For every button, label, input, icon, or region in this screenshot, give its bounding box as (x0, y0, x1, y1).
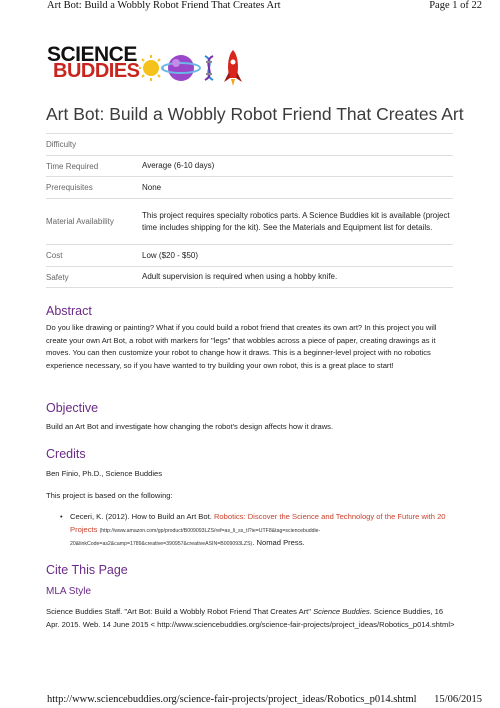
science-buddies-logo (47, 42, 247, 90)
info-row-cost (46, 245, 453, 267)
credits-based-on: This project is based on the following: (46, 491, 173, 500)
objective-heading: Objective (46, 401, 99, 415)
info-value: This project requires specialty robotics parts. A Science Buddies kit is available (project time includes shipping for the kit). See the Materials and Equipment list for details. (142, 199, 453, 245)
citation-text (70, 511, 455, 551)
info-value: Average (6-10 days) (142, 156, 453, 177)
project-info-table (46, 133, 453, 288)
sun-icon (139, 55, 164, 81)
page-title: Art Bot: Build a Wobbly Robot Friend That Creates Art (46, 104, 464, 124)
info-key: Material Availability (46, 199, 142, 245)
logo-line1: SCIENCE (47, 43, 137, 66)
info-key: Prerequisites (46, 177, 142, 199)
info-key: Cost (46, 245, 142, 267)
cite-heading: Cite This Page (46, 563, 128, 577)
info-row-prerequisites (46, 177, 453, 199)
citation-pre: Ceceri, K. (2012). How to Build an Art Bot. (70, 512, 214, 521)
info-value (142, 134, 453, 156)
info-row-materials (46, 199, 453, 245)
info-row-difficulty (46, 134, 453, 156)
dna-icon (205, 56, 213, 80)
info-key: Difficulty (46, 134, 142, 156)
logo-icons (139, 42, 247, 90)
mla-post: . Science Buddies, 16 Apr. 2015. Web. 14 June 2015 < http://www.sciencebuddies.org/science-fair-projects/project_ideas/Robotics_p014.shtml> (46, 607, 455, 629)
objective-text: Build an Art Bot and investigate how changing the robot's design affects how it draws. (46, 422, 334, 431)
page-number: Page 1 of 22 (429, 0, 482, 11)
citation-list-item (60, 511, 455, 551)
header-title: Art Bot: Build a Wobbly Robot Friend That Creates Art (47, 0, 281, 11)
rocket-icon (224, 50, 242, 86)
page-header (0, 0, 500, 14)
info-key: Safety (46, 267, 142, 288)
bullet-marker: • (60, 512, 63, 521)
abstract-heading: Abstract (46, 304, 92, 318)
footer-url: http://www.sciencebuddies.org/science-fair-projects/project_ideas/Robotics_p014.shtml (47, 694, 417, 705)
mla-italic: Science Buddies (313, 607, 370, 616)
citation-post: . Nomad Press. (252, 538, 305, 548)
info-value: Adult supervision is required when using a hobby knife. (142, 267, 453, 288)
credits-heading: Credits (46, 447, 86, 461)
info-row-time (46, 156, 453, 177)
logo-text (47, 43, 140, 82)
info-value: None (142, 177, 453, 199)
abstract-text: Do you like drawing or painting? What if you could build a robot friend that creates its own art? In this project you will create your own Art Bot, a robot with markers for "legs" that wobbles across a piece of paper, creating drawings as it moves. You can then customize your robot to change how it draws. This is a beginner-level project with no robotics experience necessary, so if you have wanted to try building your own robot, this is a great place to start! (46, 323, 437, 370)
planet-icon (162, 55, 200, 81)
book-title-link[interactable]: Robotics: Discover the Science and Technology of the Future with 20 Projects (70, 512, 446, 534)
logo-line2: BUDDIES (53, 60, 140, 82)
mla-pre: Science Buddies Staff. "Art Bot: Build a Wobbly Robot Friend That Creates Art" (46, 607, 314, 616)
footer-date: 15/06/2015 (434, 694, 482, 705)
info-value: Low ($20 - $50) (142, 245, 453, 267)
book-url[interactable]: (http://www.amazon.com/gp/product/B009093LZS/ref=as_li_ss_tl?ie=UTF8&tag=sciencebuddie-20&linkCode=as2&camp=1789&creative=390957&creativeASIN=B009093LZS) (70, 527, 321, 548)
mla-citation (46, 606, 458, 631)
credits-author: Ben Finio, Ph.D., Science Buddies (46, 469, 163, 478)
info-row-safety (46, 267, 453, 288)
mla-heading: MLA Style (46, 586, 92, 597)
info-key: Time Required (46, 156, 142, 177)
